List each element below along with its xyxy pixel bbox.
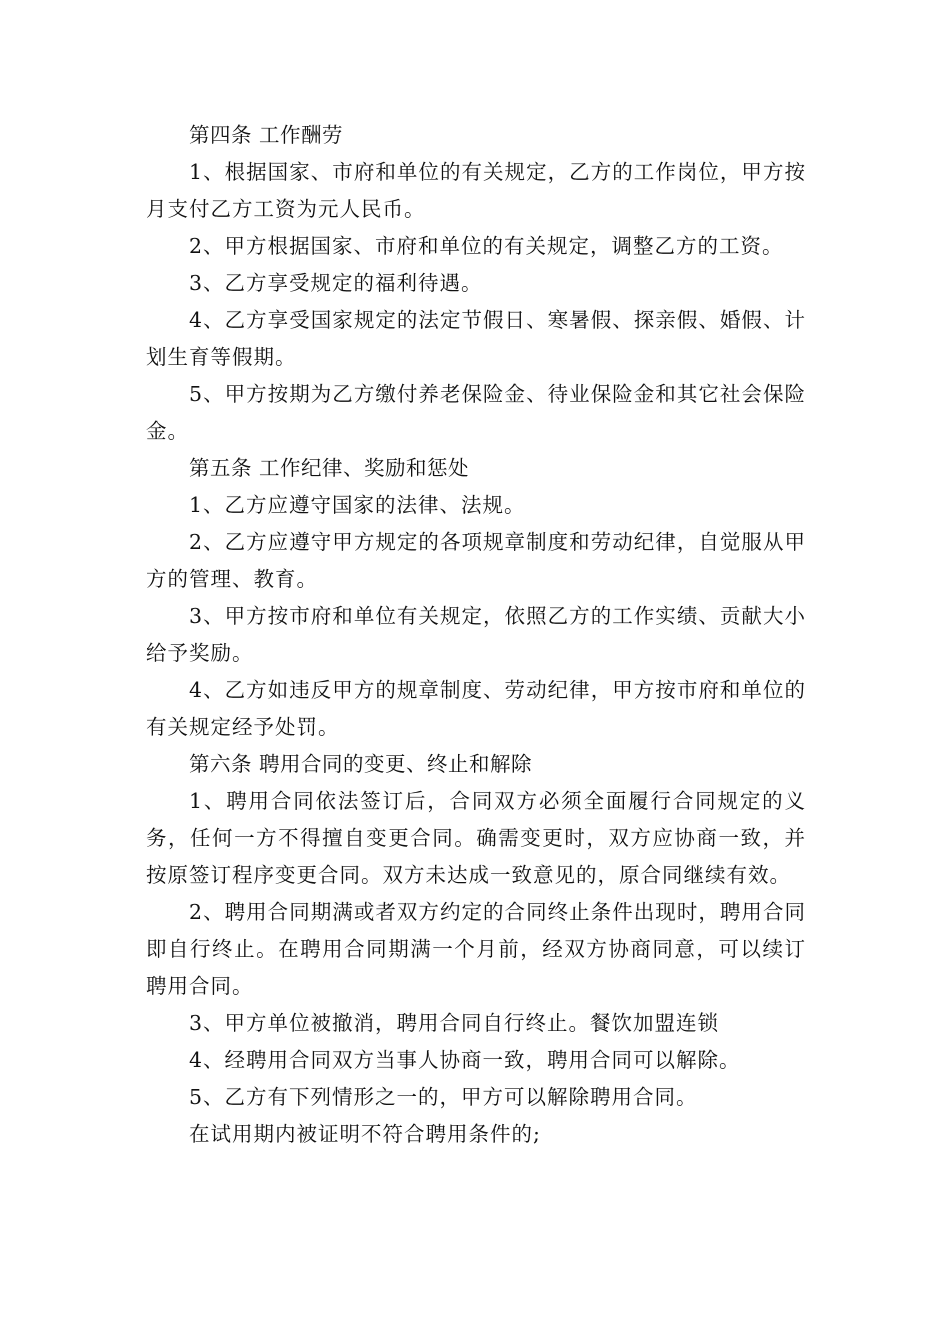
- article-5-item-1: 1、乙方应遵守国家的法律、法规。: [189, 493, 526, 517]
- article-6-item-4: 4、经聘用合同双方当事人协商一致，聘用合同可以解除。: [189, 1048, 741, 1072]
- article-5-heading: 第五条 工作纪律、奖励和惩处: [189, 456, 470, 480]
- article-6-item-5: 5、乙方有下列情形之一的，甲方可以解除聘用合同。: [189, 1085, 698, 1109]
- article-4-item-1: 1、根据国家、市府和单位的有关规定，乙方的工作岗位，甲方按月支付乙方工资为元人民币。: [146, 160, 806, 221]
- document-body: [146, 117, 806, 1153]
- article-4-item-5: 5、甲方按期为乙方缴付养老保险金、待业保险金和其它社会保险金。: [146, 382, 806, 443]
- article-6-item-2: 2、聘用合同期满或者双方约定的合同终止条件出现时，聘用合同即自行终止。在聘用合同期满一个月前，经双方协商同意，可以续订聘用合同。: [146, 900, 806, 998]
- article-6-item-5-subclause: 在试用期内被证明不符合聘用条件的;: [189, 1122, 541, 1146]
- article-4-item-4: 4、乙方享受国家规定的法定节假日、寒暑假、探亲假、婚假、计划生育等假期。: [146, 308, 806, 369]
- article-5-item-2: 2、乙方应遵守甲方规定的各项规章制度和劳动纪律，自觉服从甲方的管理、教育。: [146, 530, 806, 591]
- article-5-item-3: 3、甲方按市府和单位有关规定，依照乙方的工作实绩、贡献大小给予奖励。: [146, 604, 806, 665]
- article-6-item-3: 3、甲方单位被撤消，聘用合同自行终止。餐饮加盟连锁: [189, 1011, 720, 1035]
- article-4-heading: 第四条 工作酬劳: [189, 123, 344, 147]
- article-5-item-4: 4、乙方如违反甲方的规章制度、劳动纪律，甲方按市府和单位的有关规定经予处罚。: [146, 678, 806, 739]
- article-6-heading: 第六条 聘用合同的变更、终止和解除: [189, 752, 533, 776]
- article-4-item-3: 3、乙方享受规定的福利待遇。: [189, 271, 483, 295]
- article-4-item-2: 2、甲方根据国家、市府和单位的有关规定，调整乙方的工资。: [189, 234, 784, 258]
- article-6-item-1: 1、聘用合同依法签订后，合同双方必须全面履行合同规定的义务，任何一方不得擅自变更合同。确需变更时，双方应协商一致，并按原签订程序变更合同。双方未达成一致意见的，原合同继续有效。: [146, 789, 806, 887]
